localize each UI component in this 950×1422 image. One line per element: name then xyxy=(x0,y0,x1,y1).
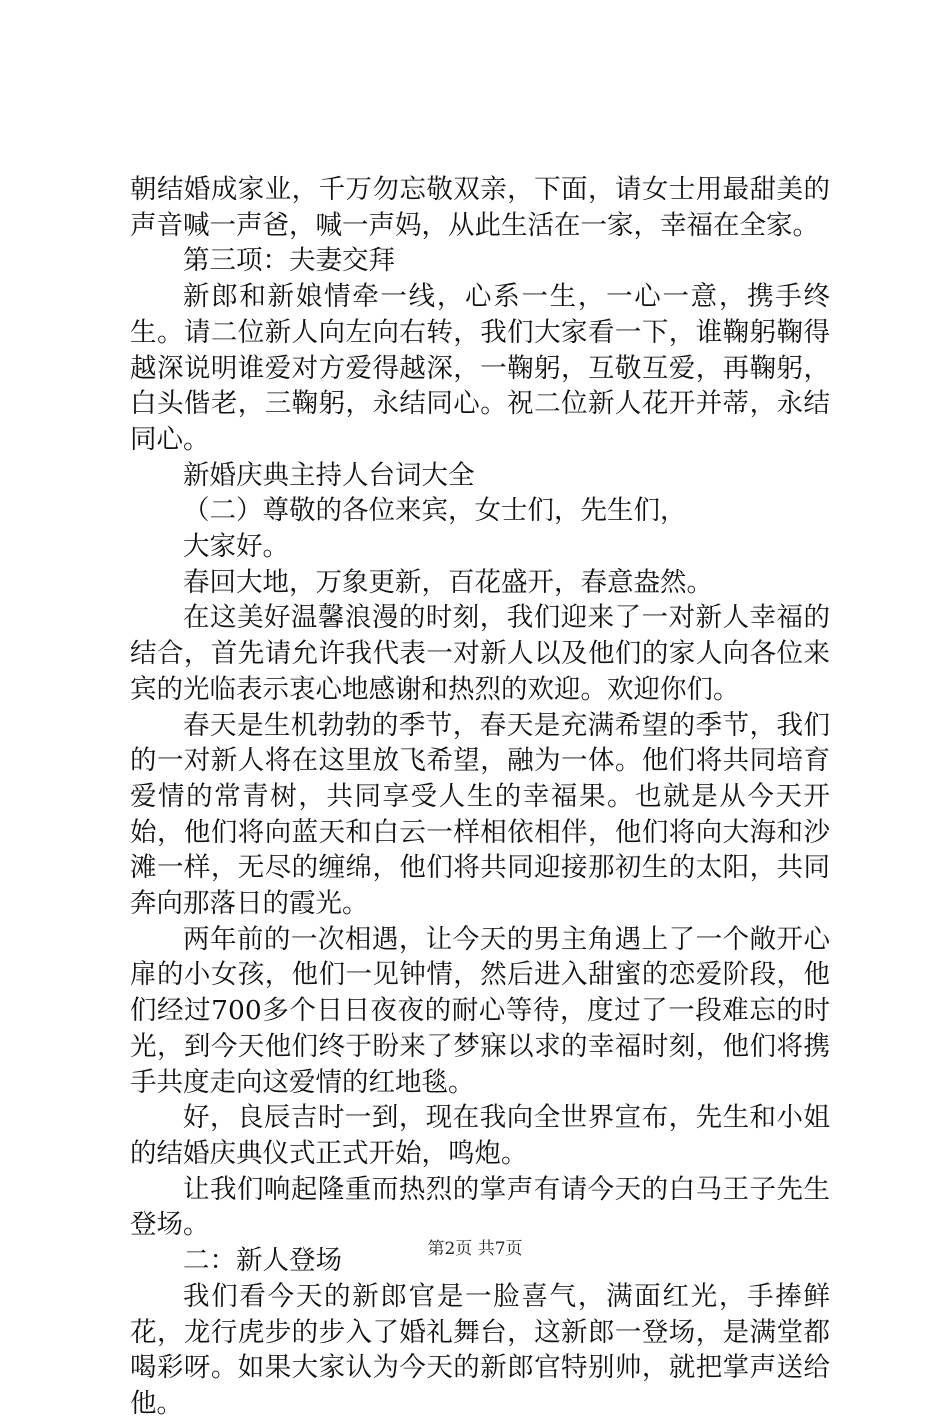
paragraph-greeting: （二）尊敬的各位来宾，女士们，先生们， xyxy=(183,495,687,527)
paragraph: 春回大地，万象更新，百花盛开，春意盎然。 xyxy=(183,566,713,598)
paragraph: 新郎和新娘情牵一线，心系一生，一心一意，携手终生。请二位新人向左向右转，我们大家看一下，谁鞠躬鞠得越深说明谁爱对方爱得越深，一鞠躬，互敬互爱，再鞠躬，白头偕老，三鞠躬，永结同心。祝二位新人花开并蒂，永结同心。 xyxy=(130,281,830,455)
section-heading-script-collection: 新婚庆典主持人台词大全 xyxy=(183,459,475,491)
paragraph: 好，良辰吉时一到，现在我向全世界宣布，先生和小姐的结婚庆典仪式正式开始，鸣炮。 xyxy=(130,1102,830,1169)
page-number-footer: 第2页 共7页 xyxy=(427,1239,523,1259)
paragraph: 我们看今天的新郎官是一脸喜气，满面红光，手捧鲜花，龙行虎步的步入了婚礼舞台，这新郎一登场，是满堂都喝彩呀。如果大家认为今天的新郎官特别帅，就把掌声送给他。 xyxy=(130,1280,830,1419)
paragraph: 春天是生机勃勃的季节，春天是充满希望的季节，我们的一对新人将在这里放飞希望，融为一体。他们将共同培育爱情的常青树，共同享受人生的幸福果。也就是从今天开始，他们将向蓝天和白云一样相依相伴，他们将向大海和沙滩一样，无尽的缠绵，他们将共同迎接那初生的太阳，共同奔向那落日的霞光。 xyxy=(130,709,830,920)
paragraph: 在这美好温馨浪漫的时刻，我们迎来了一对新人幸福的结合，首先请允许我代表一对新人以及他们的家人向各位来宾的光临表示衷心地感谢和热烈的欢迎。欢迎你们。 xyxy=(130,602,830,705)
section-heading-couple-entrance: 二：新人登场 xyxy=(183,1245,342,1277)
paragraph-hello: 大家好。 xyxy=(183,531,289,563)
paragraph: 让我们响起隆重而热烈的掌声有请今天的白马王子先生登场。 xyxy=(130,1173,830,1241)
document-body xyxy=(130,172,830,1422)
paragraph: 两年前的一次相遇，让今天的男主角遇上了一个敞开心扉的小女孩，他们一见钟情，然后进入甜蜜的恋爱阶段，他们经过700多个日日夜夜的耐心等待，度过了一段难忘的时光，到今天他们终于盼来了梦寐以求的幸福时刻，他们将携手共度走向这爱情的红地毯。 xyxy=(130,923,830,1098)
section-heading-couple-bow: 第三项：夫妻交拜 xyxy=(183,245,395,277)
paragraph-continued: 朝结婚成家业，千万勿忘敬双亲，下面，请女士用最甜美的声音喊一声爸，喊一声妈，从此生活在一家，幸福在全家。 xyxy=(130,174,830,241)
